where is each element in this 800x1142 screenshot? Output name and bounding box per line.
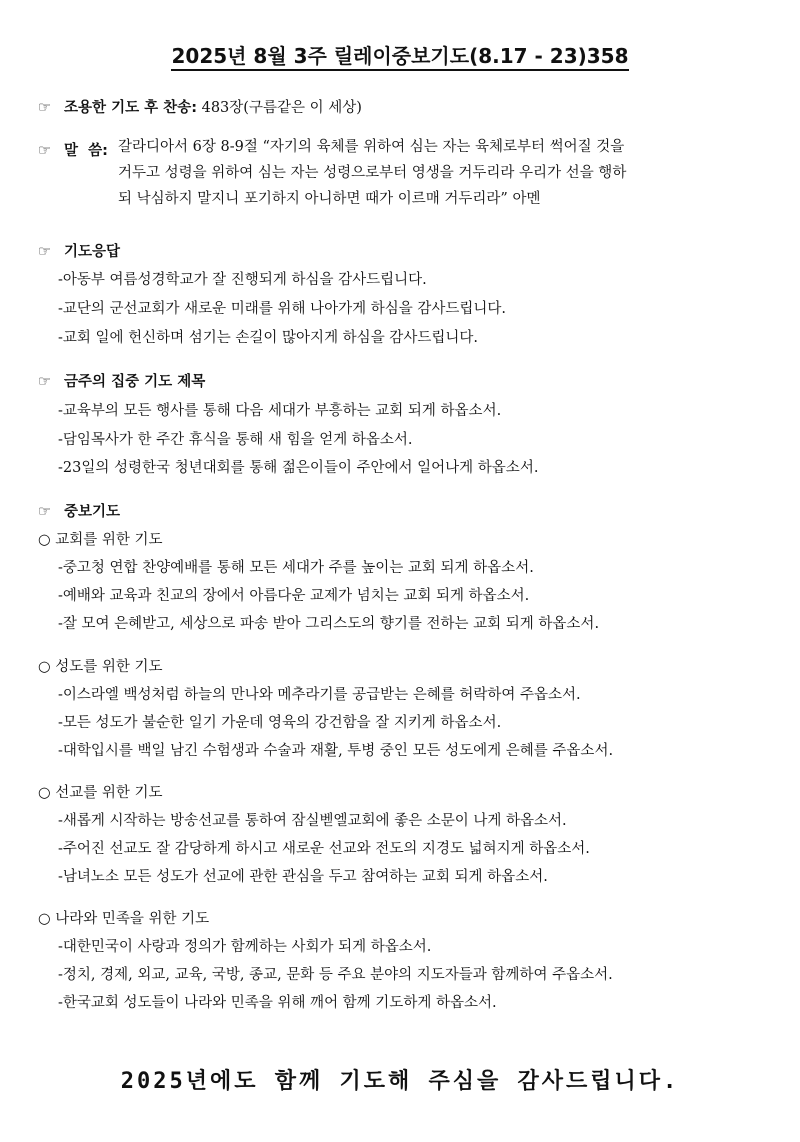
- list-item: -교회 일에 헌신하며 섬기는 손길이 많아지게 하심을 감사드립니다.: [58, 330, 478, 346]
- list-item: -대한민국이 사랑과 정의가 함께하는 사회가 되게 하옵소서.: [58, 939, 432, 955]
- hymn-label: 조용한 기도 후 찬송:: [64, 100, 197, 116]
- section-title: ○ 교회를 위한 기도: [38, 532, 163, 548]
- list-item: -아동부 여름성경학교가 잘 진행되게 하심을 감사드립니다.: [58, 272, 427, 288]
- pointing-hand-icon: ☞: [38, 100, 51, 116]
- pointing-hand-icon: ☞: [38, 374, 51, 390]
- list-item: -중고청 연합 찬양예배를 통해 모든 세대가 주를 높이는 교회 되게 하옵소서.: [58, 560, 534, 576]
- section-title: ○ 선교를 위한 기도: [38, 785, 163, 801]
- scripture-text: [118, 134, 768, 212]
- list-item: -남녀노소 모든 성도가 선교에 관한 관심을 두고 참여하는 교회 되게 하옵소서.: [58, 869, 548, 885]
- list-item: -주어진 선교도 잘 감당하게 하시고 새로운 선교와 전도의 지경도 넓혀지게 하옵소서.: [58, 841, 590, 857]
- intercession-heading: ☞ 중보기도: [38, 504, 121, 520]
- hymn-line: [38, 96, 362, 117]
- hymn-value: 483장(구름같은 이 세상): [201, 100, 362, 116]
- list-item: -23일의 성령한국 청년대회를 통해 젊은이들이 주안에서 일어나게 하옵소서.: [58, 460, 539, 476]
- section-title: ○ 나라와 민족을 위한 기도: [38, 911, 210, 927]
- list-item: -담임목사가 한 주간 휴식을 통해 새 힘을 얻게 하옵소서.: [58, 432, 413, 448]
- list-item: -모든 성도가 불순한 일기 가운데 영육의 강건함을 잘 지키게 하옵소서.: [58, 715, 502, 731]
- pointing-hand-icon: ☞: [38, 143, 51, 159]
- focus-heading: ☞ 금주의 집중 기도 제목: [38, 374, 206, 390]
- answers-heading: ☞ 기도응답: [38, 244, 121, 260]
- list-item: -교단의 군선교회가 새로운 미래를 위해 나아가게 하심을 감사드립니다.: [58, 301, 506, 317]
- page-title: 2025년 8월 3주 릴레이중보기도(8.17 - 23)358: [0, 40, 800, 69]
- list-item: -이스라엘 백성처럼 하늘의 만나와 메추라기를 공급받는 은혜를 허락하여 주옵소서.: [58, 687, 581, 703]
- list-item: -한국교회 성도들이 나라와 민족을 위해 깨어 함께 기도하게 하옵소서.: [58, 995, 497, 1011]
- list-item: -새롭게 시작하는 방송선교를 통하여 잠실벧엘교회에 좋은 소문이 나게 하옵소서.: [58, 813, 567, 829]
- scripture-line: 갈라디아서 6장 8-9절 “자기의 육체를 위하여 심는 자는 육체로부터 썩어질 것을: [118, 139, 625, 155]
- scripture-line: 거두고 성령을 위하여 심는 자는 성령으로부터 영생을 거두리라 우리가 선을 행하: [118, 165, 627, 181]
- list-item: -정치, 경제, 외교, 교육, 국방, 종교, 문화 등 주요 분야의 지도자들과 함께하여 주옵소서.: [58, 967, 613, 983]
- closing-message: 2025년에도 함께 기도해 주심을 감사드립니다.: [120, 1069, 680, 1094]
- list-item: -대학입시를 백일 남긴 수험생과 수술과 재활, 투병 중인 모든 성도에게 은혜를 주옵소서.: [58, 743, 614, 759]
- pointing-hand-icon: ☞: [38, 504, 51, 520]
- list-item: -예배와 교육과 친교의 장에서 아름다운 교제가 넘치는 교회 되게 하옵소서.: [58, 588, 530, 604]
- pointing-hand-icon: ☞: [38, 244, 51, 260]
- scripture-line: 되 낙심하지 말지니 포기하지 아니하면 때가 이르매 거두리라” 아멘: [118, 191, 541, 207]
- scripture-label-line: [38, 139, 108, 160]
- scripture-label: 말 씀:: [64, 143, 108, 159]
- list-item: -잘 모여 은혜받고, 세상으로 파송 받아 그리스도의 향기를 전하는 교회 되게 하옵소서.: [58, 616, 600, 632]
- list-item: -교육부의 모든 행사를 통해 다음 세대가 부흥하는 교회 되게 하옵소서.: [58, 403, 502, 419]
- section-title: ○ 성도를 위한 기도: [38, 659, 163, 675]
